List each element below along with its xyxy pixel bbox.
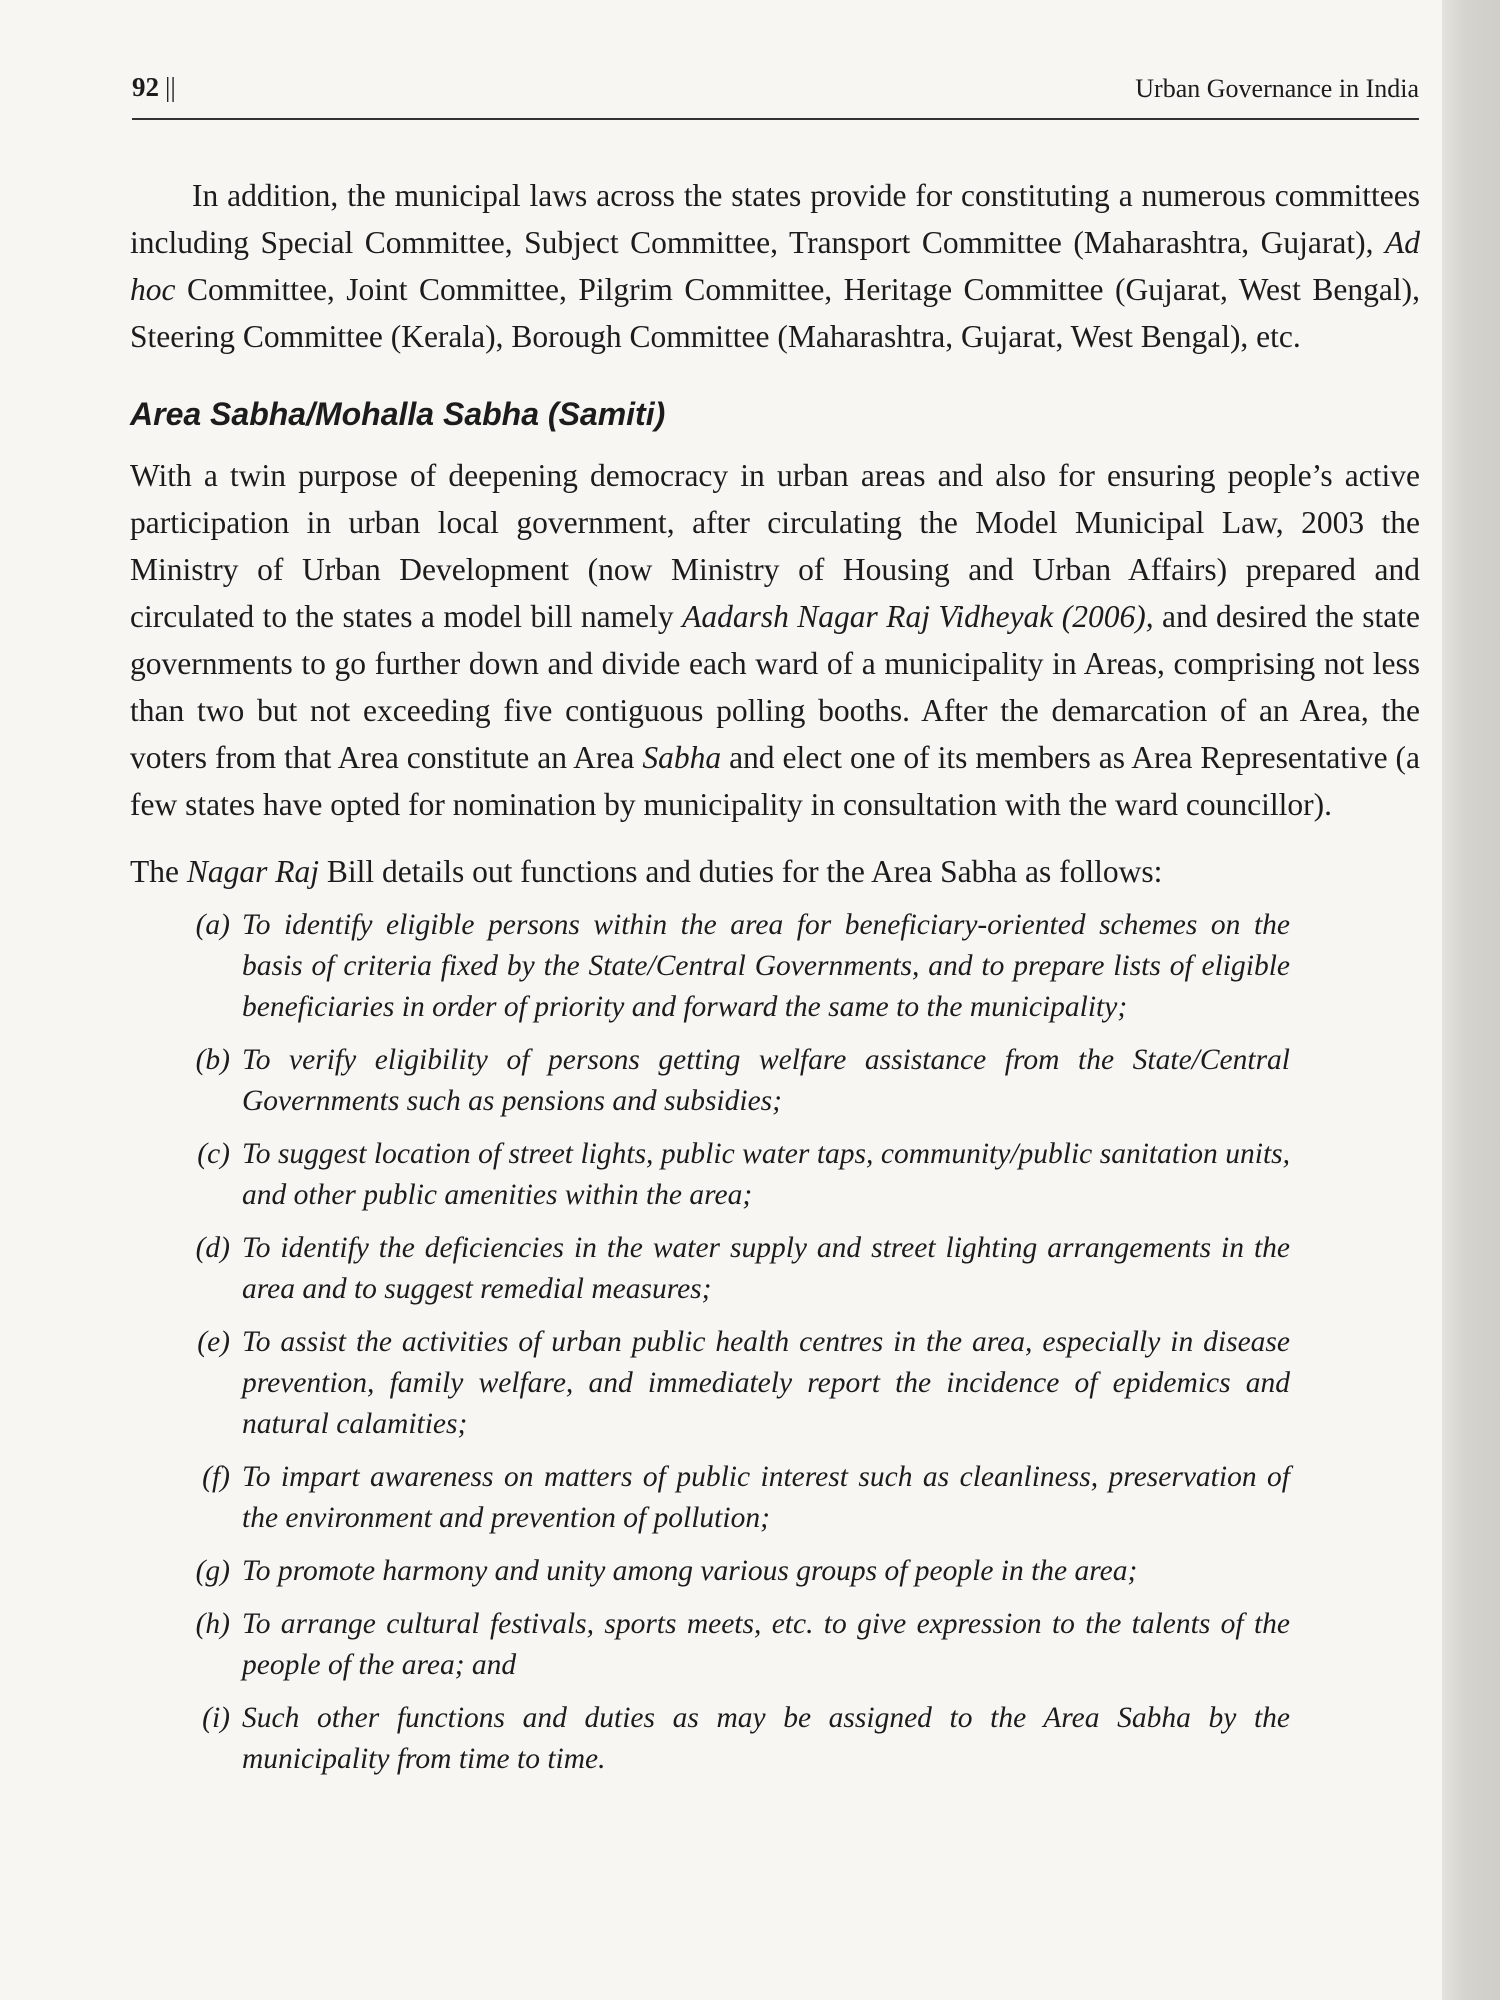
list-item-text: To identify eligible persons within the area for beneficiary-oriented schemes on the basis of criteria fixed by the State/Central Governments, and to prepare lists of eligible beneficiaries in order of priority and forward the same to the municipality; — [242, 909, 1290, 1023]
list-item-text: To identify the deficiencies in the water supply and street lighting arrangements in the area and to suggest remedial measures; — [242, 1232, 1290, 1305]
text-run: and elect one of its members as Area Representative (a few states have opted for nomination by municipality in consultation with the ward councillor). — [130, 740, 1420, 822]
list-marker: (a) — [195, 909, 230, 941]
list-marker: (d) — [195, 1232, 230, 1264]
list-item — [130, 1604, 1420, 1686]
text-run: The — [130, 854, 187, 889]
list-item-text: To assist the activities of urban public health centres in the area, especially in disease prevention, family welfare, and immediately report the incidence of epidemics and natural calamities; — [242, 1326, 1290, 1440]
functions-list — [130, 905, 1420, 1780]
list-marker: (h) — [195, 1608, 230, 1640]
committees-paragraph — [130, 172, 1420, 360]
list-item-text: Such other functions and duties as may be assigned to the Area Sabha by the municipality from time to time. — [242, 1702, 1290, 1775]
list-item — [130, 1040, 1420, 1122]
list-item — [130, 1134, 1420, 1216]
page-header — [132, 70, 1419, 120]
list-item-text: To impart awareness on matters of public interest such as cleanliness, preservation of the environment and prevention of pollution; — [242, 1461, 1290, 1534]
list-item — [130, 1698, 1420, 1780]
text-run: and desired the state governments to go further down and divide each ward of a municipality in Areas, comprising not less than two but not exceeding five contiguous polling booths. After the demarcation of an Area, the voters from that Area constitute an Area — [130, 599, 1420, 775]
page-body — [130, 172, 1420, 1792]
area-sabha-paragraph — [130, 452, 1420, 828]
list-item — [130, 1228, 1420, 1310]
list-item-text: To promote harmony and unity among various groups of people in the area; — [242, 1555, 1138, 1587]
list-marker: (c) — [197, 1138, 230, 1170]
list-marker: (e) — [197, 1326, 230, 1358]
list-item — [130, 1457, 1420, 1539]
page-number-separator: || — [165, 72, 176, 102]
text-run: With a twin purpose of deepening democracy in urban areas and also for ensuring people’s active participation in urban local government, after circulating the Model Municipal Law, 2003 the Ministry of Urban Development (now Ministry of Housing and Urban Affairs) prepared and circulated to the states a model bill namely — [130, 458, 1420, 634]
list-item — [130, 1551, 1420, 1592]
bill-intro-paragraph — [130, 848, 1420, 895]
page-number-value: 92 — [132, 72, 159, 102]
list-marker: (g) — [195, 1555, 230, 1587]
list-marker: (f) — [202, 1461, 230, 1493]
italic-run: Aadarsh Nagar Raj Vidheyak (2006), — [682, 599, 1154, 634]
list-item-text: To verify eligibility of persons getting welfare assistance from the State/Central Governments such as pensions and subsidies; — [242, 1044, 1290, 1117]
section-heading: Area Sabha/Mohalla Sabha (Samiti) — [130, 396, 666, 432]
list-item — [130, 905, 1420, 1028]
text-run: Bill details out functions and duties for the Area Sabha as follows: — [319, 854, 1163, 889]
italic-run: Nagar Raj — [186, 854, 319, 889]
list-marker: (b) — [195, 1044, 230, 1076]
list-item — [130, 1322, 1420, 1445]
italic-run: Sabha — [642, 740, 722, 775]
running-title: Urban Governance in India — [1135, 74, 1419, 103]
text-run: In addition, the municipal laws across the states provide for constituting a numerous committees including Special Committee, Subject Committee, Transport Committee (Maharashtra, Gujarat), — [130, 178, 1420, 260]
page-number — [132, 72, 176, 103]
list-marker: (i) — [202, 1702, 230, 1734]
text-run: Committee, Joint Committee, Pilgrim Committee, Heritage Committee (Gujarat, West Bengal), Steering Committee (Kerala), Borough Committee (Maharashtra, Gujarat, West Bengal), etc. — [130, 272, 1420, 354]
page-edge — [1442, 0, 1500, 2000]
italic-run: Ad hoc — [130, 225, 1420, 307]
list-item-text: To arrange cultural festivals, sports meets, etc. to give expression to the talents of the people of the area; and — [242, 1608, 1290, 1681]
list-item-text: To suggest location of street lights, public water taps, community/public sanitation units, and other public amenities within the area; — [242, 1138, 1290, 1211]
